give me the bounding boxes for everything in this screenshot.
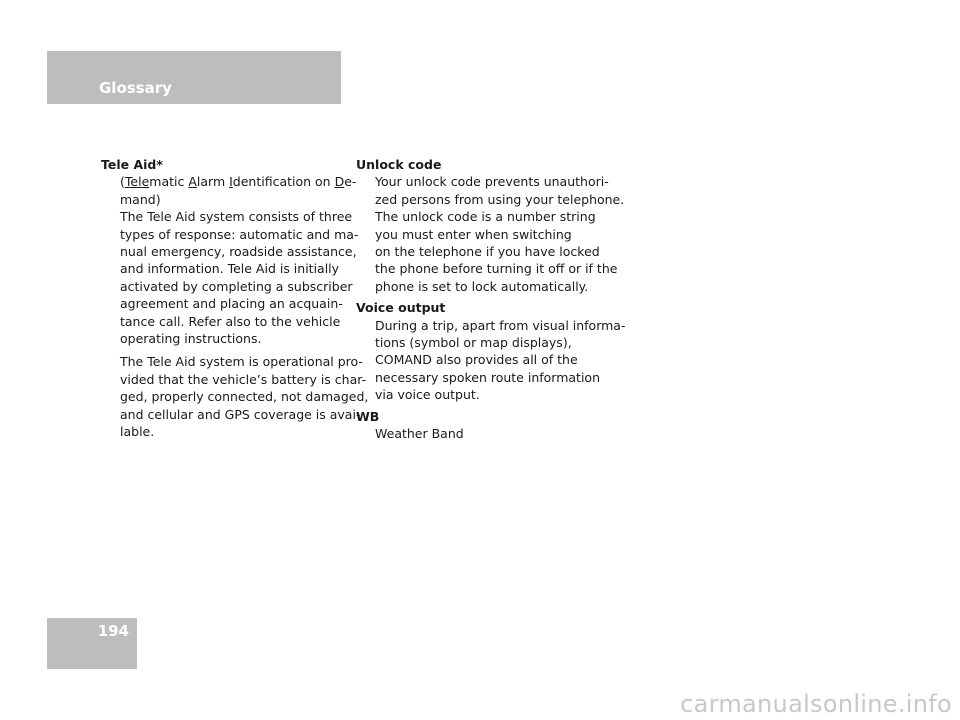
glossary-entry-unlock-code	[356, 156, 625, 295]
section-header-tab	[47, 51, 341, 104]
acronym-letters: A	[188, 174, 197, 190]
definition-line: ged, properly connected, not damaged,	[120, 389, 369, 405]
definition-line: lable.	[120, 424, 155, 440]
glossary-entry-voice-output	[356, 299, 626, 403]
definition-line: necessary spoken route information	[375, 369, 600, 385]
definition-line: you must enter when switching	[375, 226, 572, 242]
acronym-letters: D	[334, 174, 345, 190]
definition-line: The unlock code is a number string	[375, 209, 596, 225]
definition-line: phone is set to lock automatically.	[375, 278, 589, 294]
definition-line: The Tele Aid system is operational pro-	[120, 354, 363, 370]
definition-line: The Tele Aid system consists of three	[120, 209, 353, 225]
page-number-tab	[47, 618, 137, 669]
acronym-rest: matic	[149, 174, 189, 190]
definition-line: nual emergency, roadside assistance,	[120, 244, 357, 260]
definition-line: types of response: automatic and ma-	[120, 226, 359, 242]
glossary-term: WB	[356, 408, 380, 424]
definition-line: operating instructions.	[120, 331, 262, 347]
definition-line: Weather Band	[375, 426, 464, 442]
page-number: 194	[97, 622, 129, 640]
acronym-rest: e-	[344, 174, 357, 190]
term-label: Tele Aid	[101, 157, 157, 172]
optional-equipment-marker: *	[156, 157, 163, 172]
acronym-rest: dentification on	[232, 174, 335, 190]
acronym-end: mand)	[120, 191, 161, 207]
definition-line: COMAND also provides all of the	[375, 352, 578, 368]
definition-line: zed persons from using your telephone.	[375, 191, 625, 207]
definition-line: activated by completing a subscriber	[120, 278, 353, 294]
acronym-open: (	[120, 174, 125, 190]
section-title: Glossary	[99, 79, 172, 97]
acronym-letters: Tele	[124, 174, 150, 190]
definition-line: tions (symbol or map displays),	[375, 335, 572, 351]
glossary-term	[101, 156, 351, 173]
definition-line: via voice output.	[375, 387, 480, 403]
acronym-letters: I	[229, 174, 233, 190]
acronym-expansion	[120, 173, 357, 190]
glossary-definition	[356, 425, 616, 442]
definition-line: on the telephone if you have locked	[375, 244, 600, 260]
definition-line: the phone before turning it off or if the	[375, 261, 618, 277]
glossary-column-right	[356, 156, 626, 447]
glossary-definition	[356, 317, 626, 404]
definition-line: During a trip, apart from visual informa-	[375, 317, 626, 333]
glossary-term: Unlock code	[356, 157, 442, 172]
definition-line: vided that the vehicle’s battery is char-	[120, 371, 367, 387]
glossary-entry-wb	[356, 408, 616, 443]
definition-line: agreement and placing an acquain-	[120, 296, 343, 312]
definition-line: and information. Tele Aid is initially	[120, 261, 340, 277]
glossary-definition	[356, 173, 625, 295]
acronym-rest: larm	[196, 174, 230, 190]
definition-line: and cellular and GPS coverage is avai-	[120, 406, 361, 422]
definition-line: Your unlock code prevents unauthori-	[375, 174, 609, 190]
definition-line: tance call. Refer also to the vehicle	[120, 313, 341, 329]
watermark: carmanualsonline.info	[680, 690, 952, 718]
glossary-term: Voice output	[356, 300, 446, 316]
